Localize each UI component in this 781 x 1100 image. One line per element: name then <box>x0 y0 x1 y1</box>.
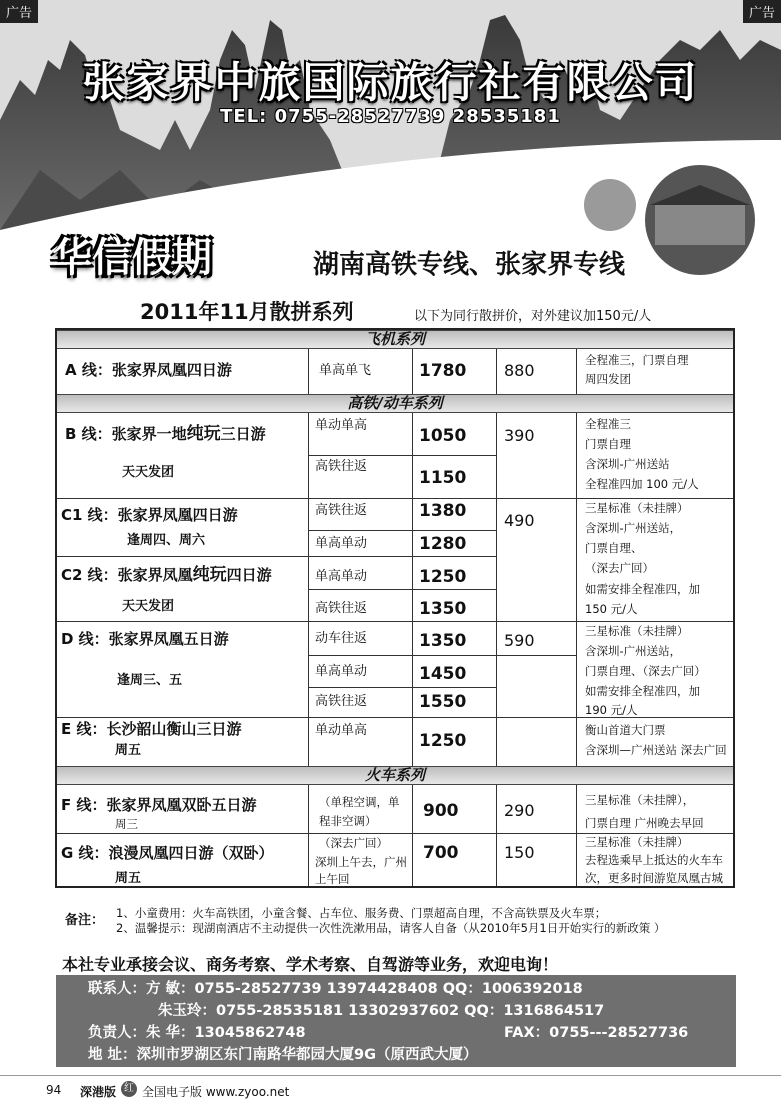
line-b-transport: 单动单高 <box>315 418 368 433</box>
line-g-transport: 上午回 <box>315 872 350 886</box>
line-e-transport: 单动单高 <box>315 723 368 738</box>
line-c2-departure: 天天发团 <box>122 599 175 614</box>
series-title: 2011年11月散拼系列 <box>140 300 354 324</box>
contact-person-2: 朱玉玲：0755-28535181 13302937602 QQ：1316864517 <box>158 1003 605 1019</box>
line-f-transport: 程非空调） <box>319 814 377 828</box>
line-a-price2: 880 <box>504 361 535 380</box>
line-c2-price: 1350 <box>419 599 467 619</box>
line-a-name: A 线：张家界凤凰四日游 <box>65 361 232 379</box>
line-d-transport: 高铁往返 <box>315 694 368 709</box>
line-d-note: 三星标准（未挂牌） <box>585 624 689 638</box>
line-a-note: 周四发团 <box>585 372 631 386</box>
line-f-transport: （单程空调，单 <box>319 795 400 809</box>
ad-tag-right: 广告 <box>743 0 781 23</box>
line-c-note: 含深圳-广州送站， <box>585 521 682 535</box>
line-b-departure: 天天发团 <box>122 465 175 480</box>
line-d-note: 190 元/人 <box>585 703 638 717</box>
contact-person-1: 联系人：方 敏：0755-28527739 13974428408 QQ：1006392018 <box>88 981 583 997</box>
line-b-note: 门票自理 <box>585 437 631 451</box>
line-g-note: 去程选乘早上抵达的火车车 <box>585 853 723 867</box>
line-b-price: 1150 <box>419 468 467 488</box>
line-f-departure: 周三 <box>115 817 138 831</box>
contact-box <box>56 975 736 1067</box>
line-c1-price: 1380 <box>419 501 467 521</box>
line-c-note: 三星标准（未挂牌） <box>585 501 689 515</box>
line-c-note: 150 元/人 <box>585 602 638 616</box>
website-link[interactable]: 全国电子版 www.zyoo.net <box>142 1085 290 1099</box>
line-g-transport: （深去广回） <box>319 836 388 850</box>
line-d-note: 如需安排全程准四，加 <box>585 684 700 698</box>
page-number: 94 <box>46 1083 62 1097</box>
line-g-departure: 周五 <box>115 871 142 886</box>
contact-manager: 负责人：朱 华：13045862748 <box>88 1025 306 1041</box>
line-e-price: 1250 <box>419 731 467 751</box>
line-b-transport: 高铁往返 <box>315 459 368 474</box>
line-b-price: 1050 <box>419 426 467 446</box>
category-plane: 飞机系列 <box>57 330 733 349</box>
remark-item: 1、小童费用：火车高铁团，小童含餐、占车位、服务费、门票超高自理，不含高铁票及火车票； <box>116 906 607 920</box>
line-c-note: 如需安排全程准四，加 <box>585 582 700 596</box>
line-c2-transport: 高铁往返 <box>315 601 368 616</box>
line-a-price: 1780 <box>419 361 467 381</box>
line-b-name: B 线：张家界一地纯玩三日游 <box>65 424 266 444</box>
line-e-name: E 线：长沙韶山衡山三日游 <box>61 720 242 738</box>
line-f-note: 门票自理 广州晚去早回 <box>585 816 704 830</box>
line-g-price2: 150 <box>504 843 535 862</box>
line-f-price: 900 <box>423 801 459 821</box>
line-c1-transport: 单高单动 <box>315 536 368 551</box>
category-train: 火车系列 <box>57 766 733 785</box>
line-e-note: 衡山首道大门票 <box>585 723 666 737</box>
line-d-price: 1450 <box>419 664 467 684</box>
line-d-price: 1350 <box>419 631 467 651</box>
contact-address: 地 址：深圳市罗湖区东门南路华都园大厦9G（原西武大厦） <box>88 1047 478 1063</box>
line-g-transport: 深圳上午去，广州 <box>315 855 407 869</box>
edition-label: 深港版 <box>80 1085 117 1099</box>
line-b-note: 全程准四加 100 元/人 <box>585 477 699 491</box>
line-g-name: G 线：浪漫凤凰四日游（双卧） <box>61 844 274 862</box>
remark-item: 2、温馨提示：现湖南酒店不主动提供一次性洗漱用品，请客人自备（从2010年5月1日开始实行的新政策 ） <box>116 921 666 935</box>
remarks-label: 备注： <box>65 913 105 928</box>
line-c-price2: 490 <box>504 511 535 530</box>
ad-tag-left: 广告 <box>0 0 38 23</box>
line-d-price2: 590 <box>504 631 535 650</box>
line-f-note: 三星标准（未挂牌）， <box>585 793 695 807</box>
line-e-departure: 周五 <box>115 743 142 758</box>
edition-badge: 红 <box>121 1081 137 1097</box>
brand-logo: 华信假期 <box>52 235 212 281</box>
line-f-price2: 290 <box>504 801 535 820</box>
business-slogan: 本社专业承接会议、商务考察、学术考察、自驾游等业务，欢迎电询！ <box>62 955 559 974</box>
line-d-departure: 逢周三、五 <box>117 673 183 688</box>
series-note: 以下为同行散拼价，对外建议加150元/人 <box>414 309 652 324</box>
footer-divider <box>0 1075 781 1076</box>
contact-fax: FAX：0755---28527736 <box>504 1025 689 1041</box>
line-c1-price: 1280 <box>419 534 467 554</box>
line-d-note: 门票自理、（深去广回） <box>585 664 706 678</box>
line-f-name: F 线：张家界凤凰双卧五日游 <box>61 796 257 814</box>
line-c1-departure: 逢周四、周六 <box>127 533 206 548</box>
line-c2-transport: 单高单动 <box>315 569 368 584</box>
line-a-transport: 单高单飞 <box>319 363 372 378</box>
category-rail: 高铁/动车系列 <box>57 394 733 413</box>
line-d-price: 1550 <box>419 692 467 712</box>
line-d-note: 含深圳-广州送站， <box>585 644 682 658</box>
line-g-price: 700 <box>423 843 459 863</box>
header-banner <box>0 0 781 290</box>
itinerary-table <box>55 328 735 888</box>
line-g-note: 次，更多时间游览凤凰古城 <box>585 871 723 885</box>
brand-subtitle: 湖南高铁专线、张家界专线 <box>313 250 626 280</box>
line-a-note: 全程准三，门票自理 <box>585 353 689 367</box>
line-c-note: 门票自理、 <box>585 541 643 555</box>
line-d-transport: 动车往返 <box>315 631 368 646</box>
line-b-note: 全程准三 <box>585 417 631 431</box>
line-c-note: （深去广回） <box>585 561 654 575</box>
line-c2-name: C2 线：张家界凤凰纯玩四日游 <box>61 565 272 585</box>
line-b-note: 含深圳-广州送站 <box>585 457 670 471</box>
line-c2-price: 1250 <box>419 567 467 587</box>
line-e-note: 含深圳—广州送站 深去广回 <box>585 743 727 757</box>
line-d-name: D 线：张家界凤凰五日游 <box>61 630 229 648</box>
line-d-transport: 单高单动 <box>315 664 368 679</box>
line-b-price2: 390 <box>504 426 535 445</box>
line-g-note: 三星标准（未挂牌） <box>585 835 689 849</box>
line-c1-transport: 高铁往返 <box>315 503 368 518</box>
company-phone: TEL: 0755-28527739 28535181 <box>220 106 561 127</box>
line-c1-name: C1 线：张家界凤凰四日游 <box>61 506 238 524</box>
company-name: 张家界中旅国际旅行社有限公司 <box>82 58 699 107</box>
